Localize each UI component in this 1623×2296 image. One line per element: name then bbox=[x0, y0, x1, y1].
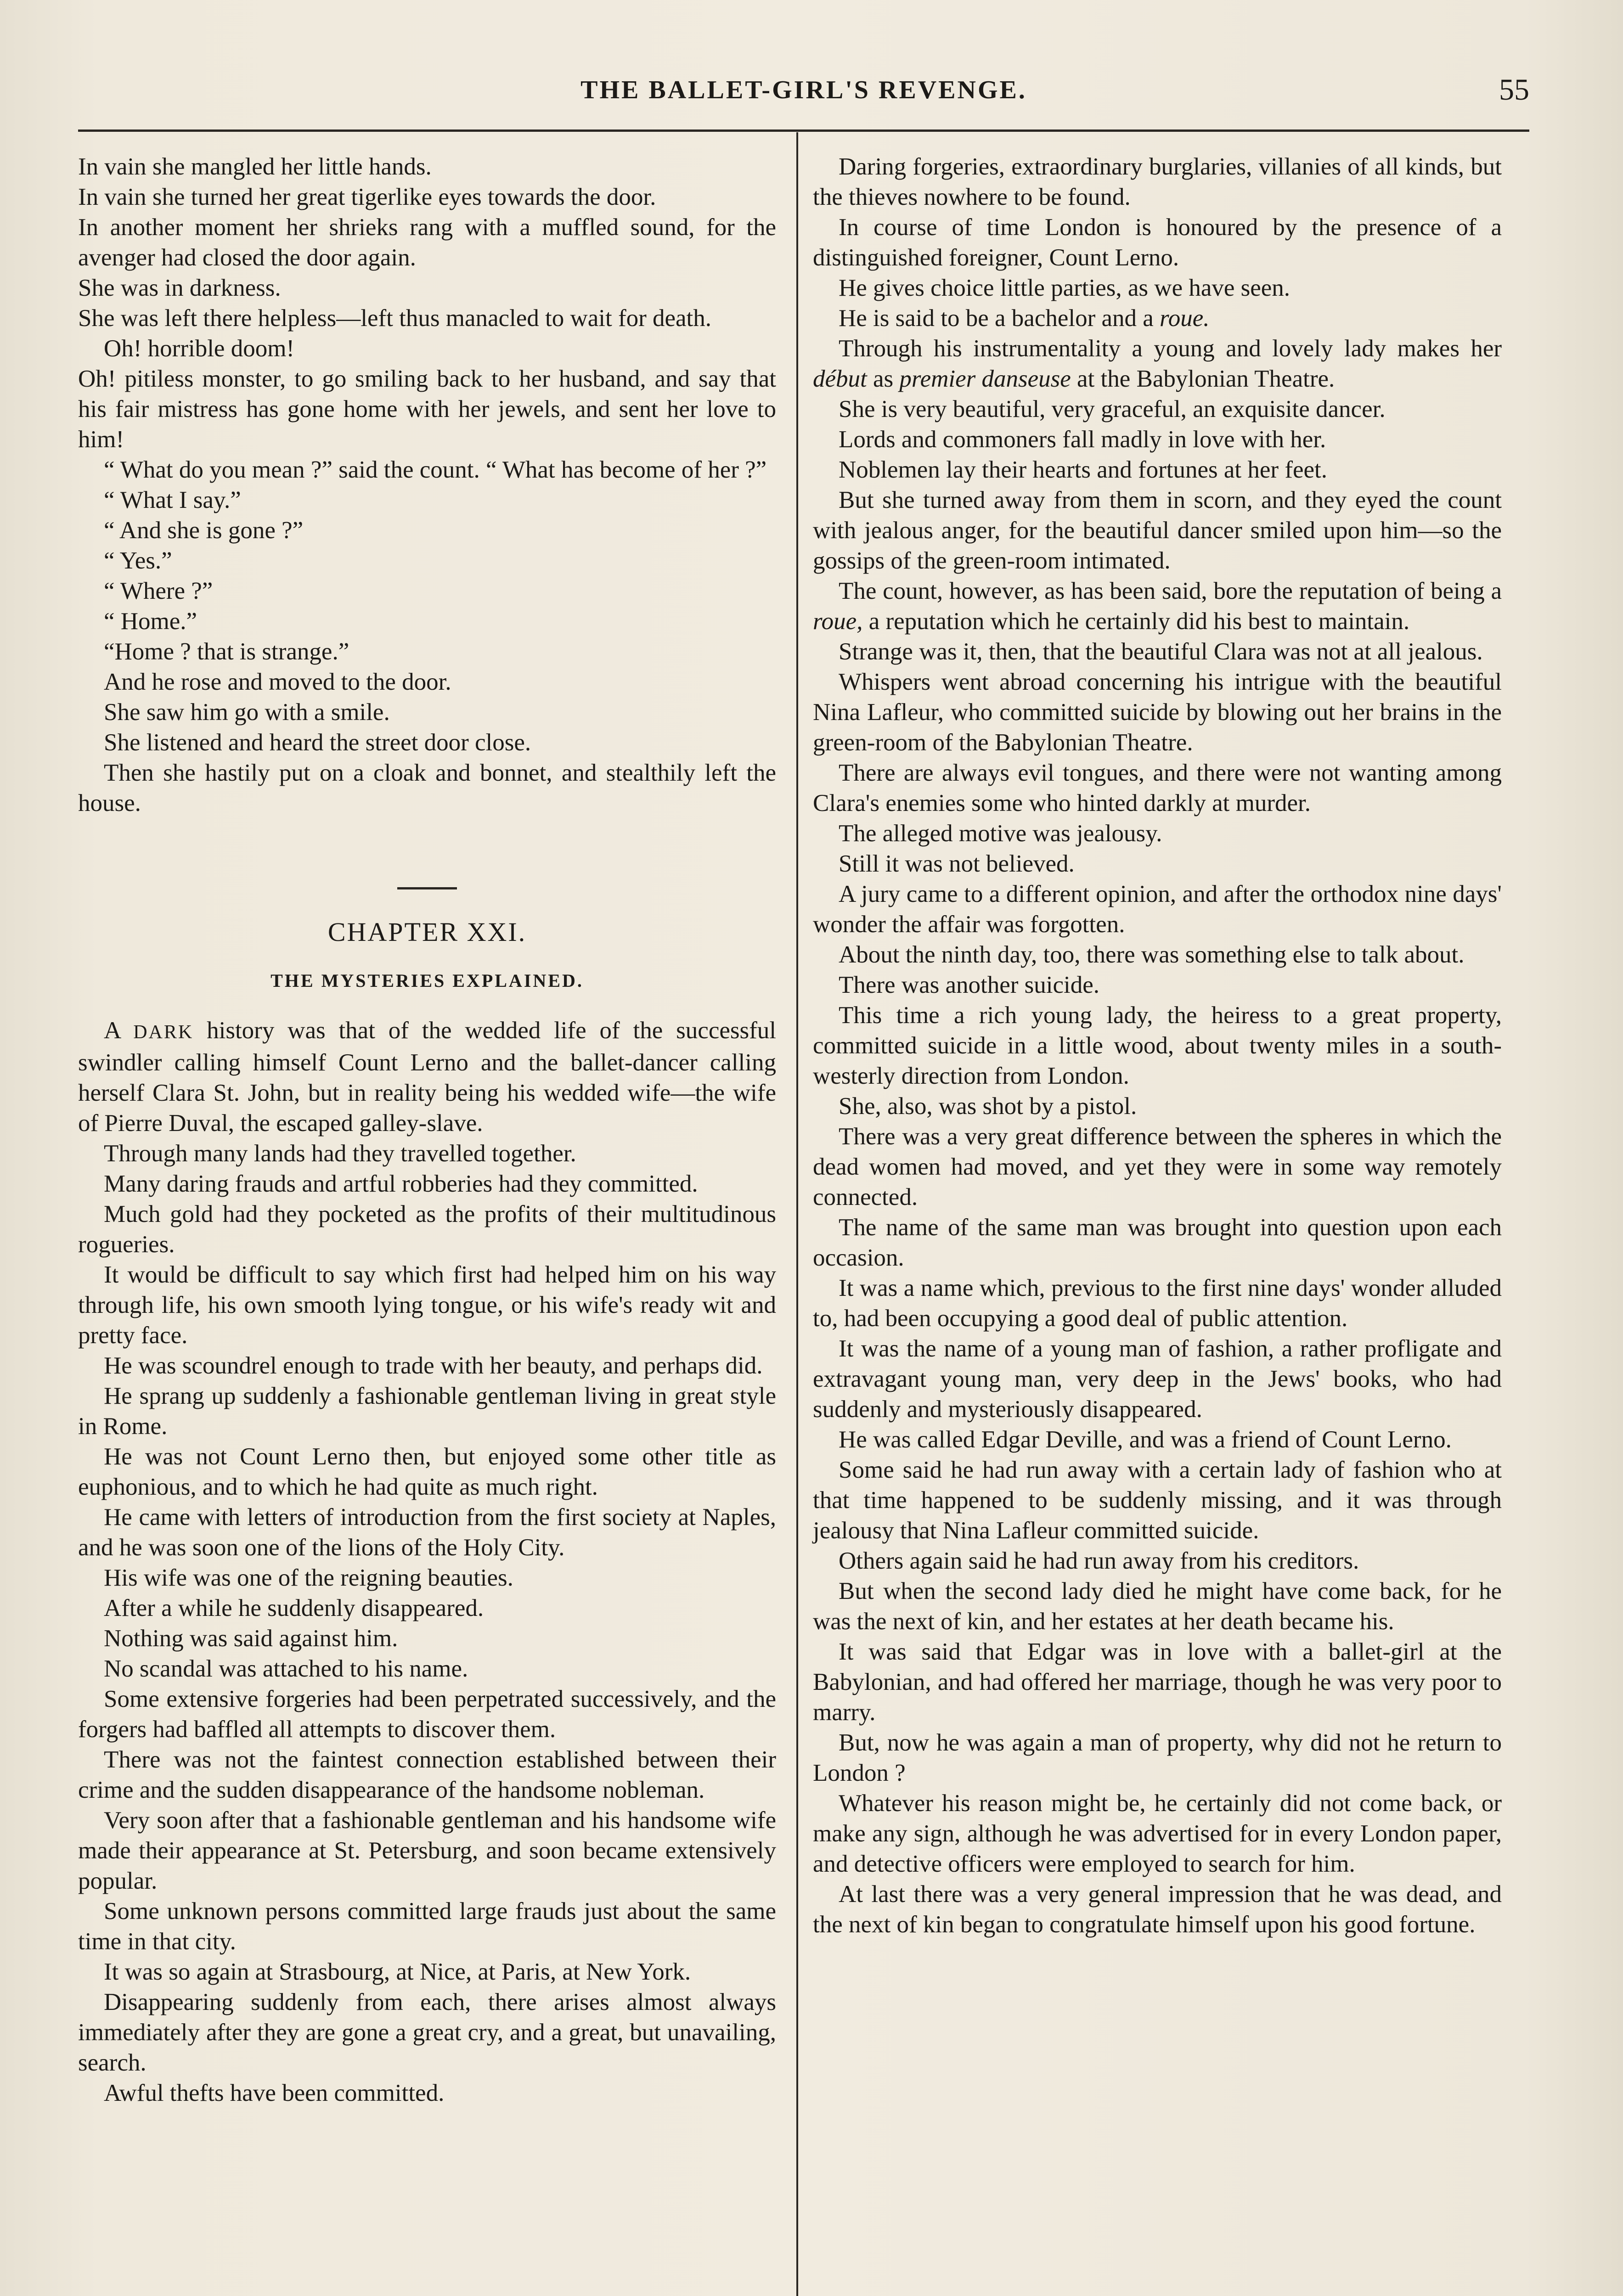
text-run: Through his instrumentality a young and lovely lady makes her bbox=[839, 335, 1502, 362]
chapter-heading: CHAPTER XXI. bbox=[327, 917, 527, 947]
paragraph: Strange was it, then, that the beautiful Clara was not at all jealous. bbox=[839, 638, 1483, 665]
paragraph: Still it was not believed. bbox=[839, 850, 1075, 877]
running-head bbox=[78, 69, 1529, 115]
text-run: He is said to be a bachelor and a bbox=[839, 305, 1160, 332]
paragraph bbox=[813, 333, 1502, 394]
paragraph: But, now he was again a man of property, why did not he return to London ? bbox=[813, 1729, 1502, 1786]
paragraph: And he rose and moved to the door. bbox=[104, 669, 451, 695]
italic-run: roue. bbox=[1160, 305, 1210, 332]
paragraph: “ Home.” bbox=[104, 608, 197, 635]
column-divider bbox=[796, 132, 798, 2296]
paragraph: A jury came to a different opinion, and after the orthodox nine days' wonder the affair was forgotten. bbox=[813, 881, 1502, 938]
paragraph: Oh! horrible doom! bbox=[104, 335, 295, 362]
paragraph: In course of time London is honoured by the presence of a distinguished foreigner, Count Lerno. bbox=[813, 214, 1502, 271]
paragraph: In another moment her shrieks rang with a muffled sound, for the avenger had closed the door again. bbox=[78, 214, 776, 271]
paragraph: Some unknown persons committed large frauds just about the same time in that city. bbox=[78, 1898, 776, 1955]
paragraph: Disappearing suddenly from each, there arises almost always immediately after they are gone a great cry, and a great, but unavailing, search. bbox=[78, 1989, 776, 2076]
paragraph: He was called Edgar Deville, and was a friend of Count Lerno. bbox=[839, 1426, 1452, 1453]
paragraph: Whatever his reason might be, he certainly did not come back, or make any sign, although he was advertised for in every London paper, and detective officers were employed to search for him. bbox=[813, 1790, 1502, 1877]
italic-run: début bbox=[813, 366, 867, 392]
text-run: as bbox=[867, 366, 900, 392]
paragraph: In vain she turned her great tigerlike eyes towards the door. bbox=[78, 184, 656, 210]
paragraph: The name of the same man was brought into question upon each occasion. bbox=[813, 1214, 1502, 1271]
paragraph bbox=[813, 303, 1502, 333]
paragraph: Oh! pitiless monster, to go smiling back to her husband, and say that his fair mistress has gone home with her jewels, and sent her love to him! bbox=[78, 366, 776, 453]
paragraph: Then she hastily put on a cloak and bonnet, and stealthily left the house. bbox=[78, 760, 776, 816]
paragraph: She was left there helpless—left thus manacled to wait for death. bbox=[78, 305, 712, 332]
paragraph: He was not Count Lerno then, but enjoyed some other title as euphonious, and to which he had quite as much right. bbox=[78, 1443, 776, 1500]
paragraph: Much gold had they pocketed as the profits of their multitudinous rogueries. bbox=[78, 1201, 776, 1258]
text-run: at the Babylonian Theatre. bbox=[1071, 366, 1335, 392]
opening-smallcaps: DARK bbox=[133, 1022, 194, 1043]
running-title: THE BALLET-GIRL'S REVENGE. bbox=[580, 76, 1027, 104]
paragraph: His wife was one of the reigning beauties. bbox=[104, 1564, 513, 1591]
right-column bbox=[813, 152, 1502, 1940]
paragraph: There was a very great difference between the spheres in which the dead women had moved, and yet they were in some way remotely connected. bbox=[813, 1123, 1502, 1210]
paragraph: No scandal was attached to his name. bbox=[104, 1655, 468, 1682]
paragraph: About the ninth day, too, there was something else to talk about. bbox=[839, 941, 1465, 968]
paragraph: It was the name of a young man of fashion, a rather profligate and extravagant young man, very deep in the Jews' books, who had suddenly and mysteriously disappeared. bbox=[813, 1335, 1502, 1423]
paragraph bbox=[813, 576, 1502, 636]
paragraph: “Home ? that is strange.” bbox=[104, 638, 349, 665]
paragraph: The alleged motive was jealousy. bbox=[839, 820, 1162, 847]
paragraph: There are always evil tongues, and there were not wanting among Clara's enemies some who hinted darkly at murder. bbox=[813, 760, 1502, 816]
paragraph: Others again said he had run away from his creditors. bbox=[839, 1548, 1359, 1574]
chapter-opening-paragraph bbox=[78, 1015, 776, 1138]
paragraph: This time a rich young lady, the heiress to a great property, committed suicide in a little wood, about twenty miles in a south-westerly direction from London. bbox=[813, 1002, 1502, 1089]
italic-run: premier danseuse bbox=[899, 366, 1071, 392]
paragraph: It would be difficult to say which first had helped him on his way through life, his own smooth lying tongue, or his wife's ready wit and pretty face. bbox=[78, 1261, 776, 1349]
paragraph: Some said he had run away with a certain lady of fashion who at that time happened to be suddenly missing, and it was through jealousy that Nina Lafleur committed suicide. bbox=[813, 1457, 1502, 1544]
paragraph: “ Where ?” bbox=[104, 578, 213, 604]
paragraph: Through many lands had they travelled together. bbox=[104, 1140, 576, 1167]
paragraph: She was in darkness. bbox=[78, 275, 281, 301]
paragraph: Nothing was said against him. bbox=[104, 1625, 398, 1652]
paragraph: “ And she is gone ?” bbox=[104, 517, 304, 544]
text-run: a reputation which he certainly did his best to maintain. bbox=[862, 608, 1410, 635]
paragraph: He gives choice little parties, as we have seen. bbox=[839, 275, 1291, 301]
paragraph: In vain she mangled her little hands. bbox=[78, 153, 432, 180]
paragraph: “ What do you mean ?” said the count. “ What has become of her ?” bbox=[104, 456, 767, 483]
header-rule bbox=[78, 129, 1529, 132]
paragraph: “ What I say.” bbox=[104, 487, 241, 513]
paragraph: After a while he suddenly disappeared. bbox=[104, 1595, 484, 1621]
paragraph: Whispers went abroad concerning his intrigue with the beautiful Nina Lafleur, who committed suicide by blowing out her brains in the green-room of the Babylonian Theatre. bbox=[813, 669, 1502, 756]
opening-word: A bbox=[104, 1017, 120, 1044]
paragraph: There was another suicide. bbox=[839, 972, 1100, 998]
paragraph: Noblemen lay their hearts and fortunes at her feet. bbox=[839, 456, 1327, 483]
paragraph: He sprang up suddenly a fashionable gentleman living in great style in Rome. bbox=[78, 1383, 776, 1440]
paragraph: She, also, was shot by a pistol. bbox=[839, 1093, 1137, 1120]
paragraph: Awful thefts have been committed. bbox=[104, 2080, 445, 2106]
opening-text: history was that of the wedded life of the successful swindler calling himself Count Lerno and the ballet-dancer calling herself Clara St. John, but in reality being his wedded wife—the wife of Pierre Duval, the escaped galley-slave. bbox=[78, 1017, 776, 1137]
paragraph: Many daring frauds and artful robberies had they committed. bbox=[104, 1171, 698, 1197]
paragraph: At last there was a very general impression that he was dead, and the next of kin began to congratulate himself upon his good fortune. bbox=[813, 1881, 1502, 1938]
text-run: The count, however, as has been said, bore the reputation of being a bbox=[839, 578, 1502, 604]
paragraph: She is very beautiful, very graceful, an exquisite dancer. bbox=[839, 396, 1386, 422]
chapter-subtitle: THE MYSTERIES EXPLAINED. bbox=[270, 970, 584, 991]
paragraph: Daring forgeries, extraordinary burglaries, villanies of all kinds, but the thieves nowhere to be found. bbox=[813, 153, 1502, 210]
paragraph: He was scoundrel enough to trade with her beauty, and perhaps did. bbox=[104, 1352, 763, 1379]
paragraph: Very soon after that a fashionable gentleman and his handsome wife made their appearance at St. Petersburg, and soon became extensively popular. bbox=[78, 1807, 776, 1894]
paragraph: But when the second lady died he might have come back, for he was the next of kin, and her estates at her death became his. bbox=[813, 1578, 1502, 1635]
paragraph: “ Yes.” bbox=[104, 547, 172, 574]
page-number: 55 bbox=[1499, 73, 1529, 107]
paragraph: It was a name which, previous to the first nine days' wonder alluded to, had been occupying a good deal of public attention. bbox=[813, 1275, 1502, 1332]
paragraph: It was said that Edgar was in love with a ballet-girl at the Babylonian, and had offered her marriage, though he was very poor to marry. bbox=[813, 1638, 1502, 1726]
paragraph: It was so again at Strasbourg, at Nice, at Paris, at New York. bbox=[104, 1958, 691, 1985]
paragraph: But she turned away from them in scorn, and they eyed the count with jealous anger, for the beautiful dancer smiled upon him—so the gossips of the green-room intimated. bbox=[813, 487, 1502, 574]
left-column bbox=[78, 152, 776, 2108]
italic-run: roue, bbox=[813, 608, 863, 635]
paragraph: Lords and commoners fall madly in love with her. bbox=[839, 426, 1326, 453]
paragraph: He came with letters of introduction from the first society at Naples, and he was soon one of the lions of the Holy City. bbox=[78, 1504, 776, 1561]
section-rule bbox=[397, 887, 457, 889]
paragraph: She saw him go with a smile. bbox=[104, 699, 390, 726]
paragraph: Some extensive forgeries had been perpetrated successively, and the forgers had baffled all attempts to discover them. bbox=[78, 1686, 776, 1743]
paragraph: There was not the faintest connection established between their crime and the sudden disappearance of the handsome nobleman. bbox=[78, 1746, 776, 1803]
paragraph: She listened and heard the street door close. bbox=[104, 729, 531, 756]
